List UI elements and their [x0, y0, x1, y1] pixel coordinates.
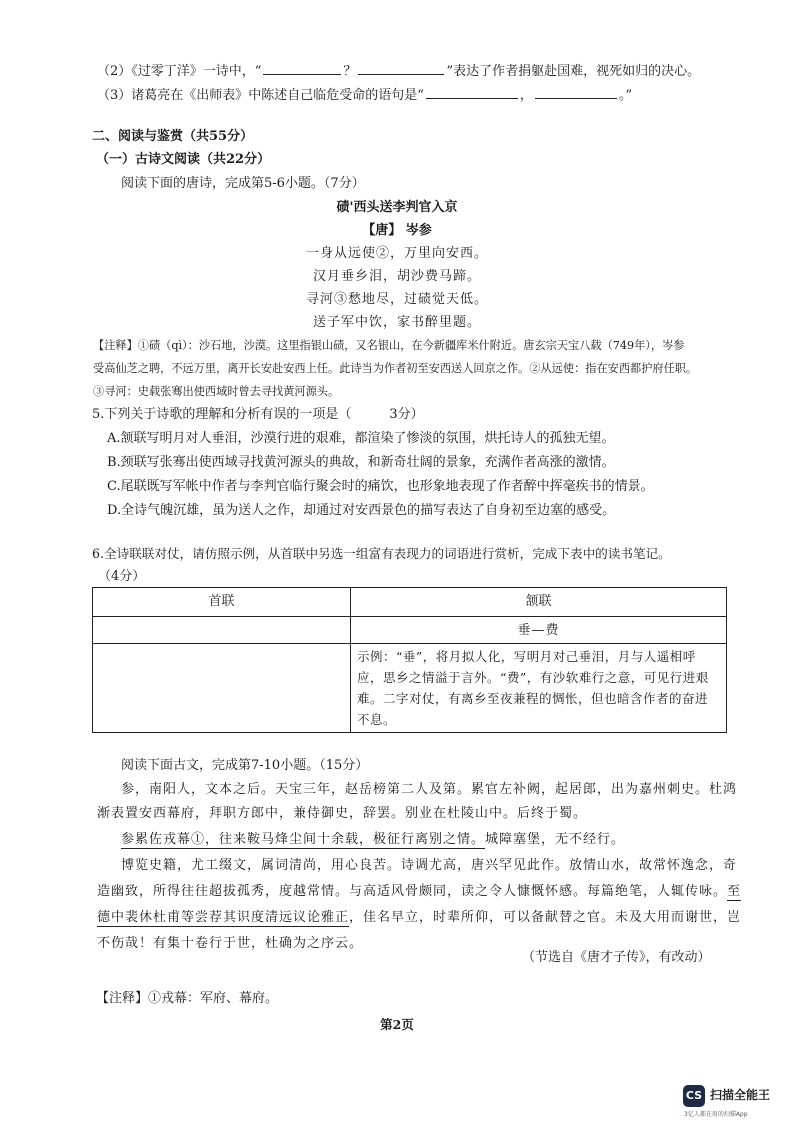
q4-item2-text-a: （2）《过零丁洋》一诗中，“ — [97, 64, 262, 79]
q4-item3-text-b: 。” — [618, 88, 633, 103]
section2-sub1: （一）古诗文阅读（共22分） — [96, 152, 271, 167]
prose-source: （节选自《唐才子传》，有改动） — [522, 950, 711, 965]
prose-p3-line3-rest: ，佳名早立，时辈所仰，可以备献替之官。未及大用而谢世，岂 — [349, 910, 742, 925]
prose-p3-line2 — [97, 883, 741, 901]
reading-notes-table — [92, 587, 727, 733]
poem-line-4: 送子军中饮，家书醉里题。 — [312, 315, 481, 330]
q5-option-b: B.颈联写张骞出使西域寻找黄河源头的典故，和新奇壮阔的景象，充满作者高涨的激情。 — [107, 455, 615, 470]
poem-note-2: 受高仙芝之聘，不远万里，离开长安赴安西上任。此诗当为作者初至安西送人回京之作。②从远使：指在安西都护府任职。 — [93, 362, 698, 375]
prose-p1-line2: 渐表置安西幕府，拜职方郎中，兼侍御史，辞罢。别业在杜陵山中。后终于蜀。 — [97, 806, 588, 821]
poem-line-3: 寻河③愁地尽，过碛觉天低。 — [305, 292, 488, 307]
prose-p3-line1: 博览史籍，尤工缀文，属词清尚，用心良苦。诗调尤高，唐兴罕见此作。放情山水，故常怀逸念，奇 — [121, 858, 738, 873]
q5-stem — [92, 406, 424, 424]
poem-intro: 阅读下面的唐诗，完成第5-6小题。（7分） — [121, 176, 365, 191]
q6-score: （4分） — [98, 569, 146, 584]
prose-p1-line1: 参，南阳人，文本之后。天宝三年，赵岳榜第二人及第。累官左补阙，起居郎，出为嘉州刺史。杜鸿 — [121, 782, 738, 797]
table-head-second-couplet: 颔联 — [351, 588, 727, 617]
table-head-first-couplet: 首联 — [93, 588, 351, 617]
punctuation-sentence: 德中裴休杜甫等尝荐其识度清远议论雅正 — [97, 910, 350, 925]
prose-note: 【注释】①戎幕：军府、幕府。 — [96, 991, 279, 1006]
camscanner-logo-icon: CS — [683, 1085, 705, 1107]
prose-p3-line3 — [97, 909, 741, 927]
camscanner-title: 扫描全能王 — [710, 1088, 771, 1102]
poem-author: 【唐】 岑参 — [362, 223, 432, 238]
q4-item2-text-b: ”表达了作者捐躯赴国难，视死如归的决心。 — [446, 64, 701, 79]
prose-p3-line2-text: 造幽致，所得往往超拔孤秀，度越常情。与高适风骨颇同，读之令人慷慨怀感。每篇绝笔，人辄传咏。 — [97, 884, 728, 899]
answer-blank[interactable] — [426, 84, 518, 99]
prose-intro: 阅读下面古文，完成第7-10小题。（15分） — [121, 758, 369, 773]
answer-blank[interactable] — [535, 84, 617, 99]
q4-item3-mid: ， — [519, 88, 533, 103]
prose-p2 — [121, 831, 625, 849]
prose-p3-line4: 不伤哉！有集十卷行于世，杜确为之序云。 — [97, 936, 364, 951]
q4-item2 — [97, 60, 700, 81]
q5-stem-text: 5.下列关于诗歌的理解和分析有误的一项是（ — [92, 407, 352, 422]
translation-sentence-1: 参累佐戎幕①，往来鞍马烽尘间十余载，极征行离别之情。 — [121, 832, 486, 847]
answer-words-cell[interactable] — [93, 617, 351, 644]
answer-blank[interactable] — [263, 60, 341, 75]
poem-note-3: ③寻河：史载张骞出使西域时曾去寻找黄河源头。 — [93, 385, 340, 398]
camscanner-tagline: 3亿人都在用的扫描App — [684, 1111, 748, 1118]
example-words-cell: 垂—费 — [351, 617, 727, 644]
poem-line-2: 汉月垂乡泪，胡沙费马蹄。 — [312, 269, 481, 284]
answer-blank[interactable] — [358, 60, 444, 75]
q4-item3 — [97, 84, 632, 105]
q6-stem: 6.全诗联联对仗，请仿照示例，从首联中另选一组富有表现力的词语进行赏析，完成下表中的读书笔记。 — [92, 546, 671, 561]
q5-score: 3分） — [389, 407, 424, 422]
q5-option-c: C.尾联既写军帐中作者与李判官临行聚会时的痛饮，也形象地表现了作者醉中挥毫疾书的情景。 — [107, 479, 654, 494]
q5-option-d: D.全诗气魄沉雄，虽为送人之作，却通过对安西景色的描写表达了自身初至边塞的感受。 — [107, 503, 616, 518]
prose-p2-rest: 城障塞堡，无不经行。 — [485, 832, 626, 847]
punctuation-sentence-start: 至 — [727, 884, 742, 899]
poem-note-1: 【注释】①碛（qì）：沙石地，沙漠。这里指银山碛，又名银山，在今新疆库米什附近。唐玄宗天宝八载（749年），岑参 — [93, 339, 685, 352]
poem-line-1: 一身从远使②，万里向安西。 — [305, 246, 488, 261]
example-analysis-cell: 示例：“垂”，将月拟人化，写明月对己垂泪，月与人遥相呼应，思乡之情溢于言外。“费”，有沙软难行之意，可见行进艰难。二字对仗，有离乡至夜兼程的惆怅，但也暗含作者的奋进不息。 — [351, 644, 727, 733]
q4-item3-text-a: （3）诸葛亮在《出师表》中陈述自己临危受命的语句是“ — [97, 88, 424, 103]
page-number: 第2页 — [380, 1017, 414, 1032]
section2-title: 二、阅读与鉴赏（共55分） — [92, 129, 254, 144]
answer-analysis-cell[interactable] — [93, 644, 351, 733]
q4-item2-mid: ？ — [343, 64, 357, 79]
q5-option-a: A.颔联写明月对人垂泪，沙漠行进的艰难，都渲染了惨淡的氛围，烘托诗人的孤独无望。 — [107, 431, 615, 446]
poem-title: 碛'西头送李判官入京 — [336, 200, 458, 215]
